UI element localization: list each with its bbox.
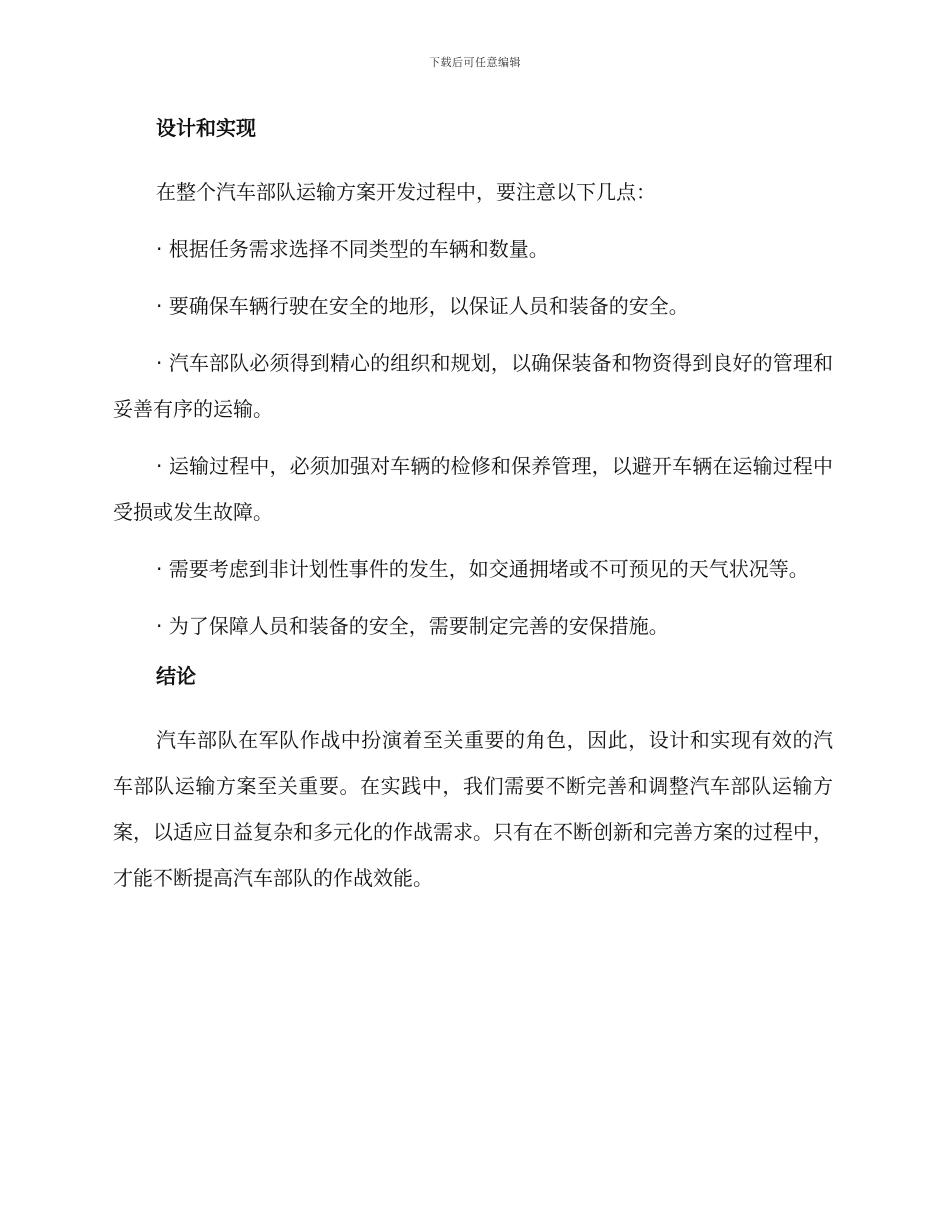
section-heading-design: 设计和实现 [156, 116, 256, 140]
document-body [113, 112, 833, 912]
page-header-note: 下载后可任意编辑 [429, 56, 521, 69]
bullet-item: · 需要考虑到非计划性事件的发生，如交通拥堵或不可预见的天气状况等。 [156, 557, 809, 581]
bullet-item: · 要确保车辆行驶在安全的地形，以保证人员和装备的安全。 [156, 294, 689, 318]
intro-paragraph: 在整个汽车部队运输方案开发过程中，要注意以下几点： [156, 180, 656, 204]
bullet-item: · 汽车部队必须得到精心的组织和规划，以确保装备和物资得到良好的管理和妥善有序的运输。 [113, 351, 833, 421]
bullet-item: · 根据任务需求选择不同类型的车辆和数量。 [156, 237, 549, 261]
bullet-item: · 运输过程中，必须加强对车辆的检修和保养管理，以避开车辆在运输过程中受损或发生故障。 [113, 454, 833, 524]
section-heading-conclusion: 结论 [156, 664, 196, 688]
conclusion-paragraph: 汽车部队在军队作战中扮演着至关重要的角色，因此，设计和实现有效的汽车部队运输方案至关重要。在实践中，我们需要不断完善和调整汽车部队运输方案，以适应日益复杂和多元化的作战需求。只有在不断创新和完善方案的过程中，才能不断提高汽车部队的作战效能。 [113, 728, 833, 890]
bullet-item: · 为了保障人员和装备的安全，需要制定完善的安保措施。 [156, 614, 669, 638]
